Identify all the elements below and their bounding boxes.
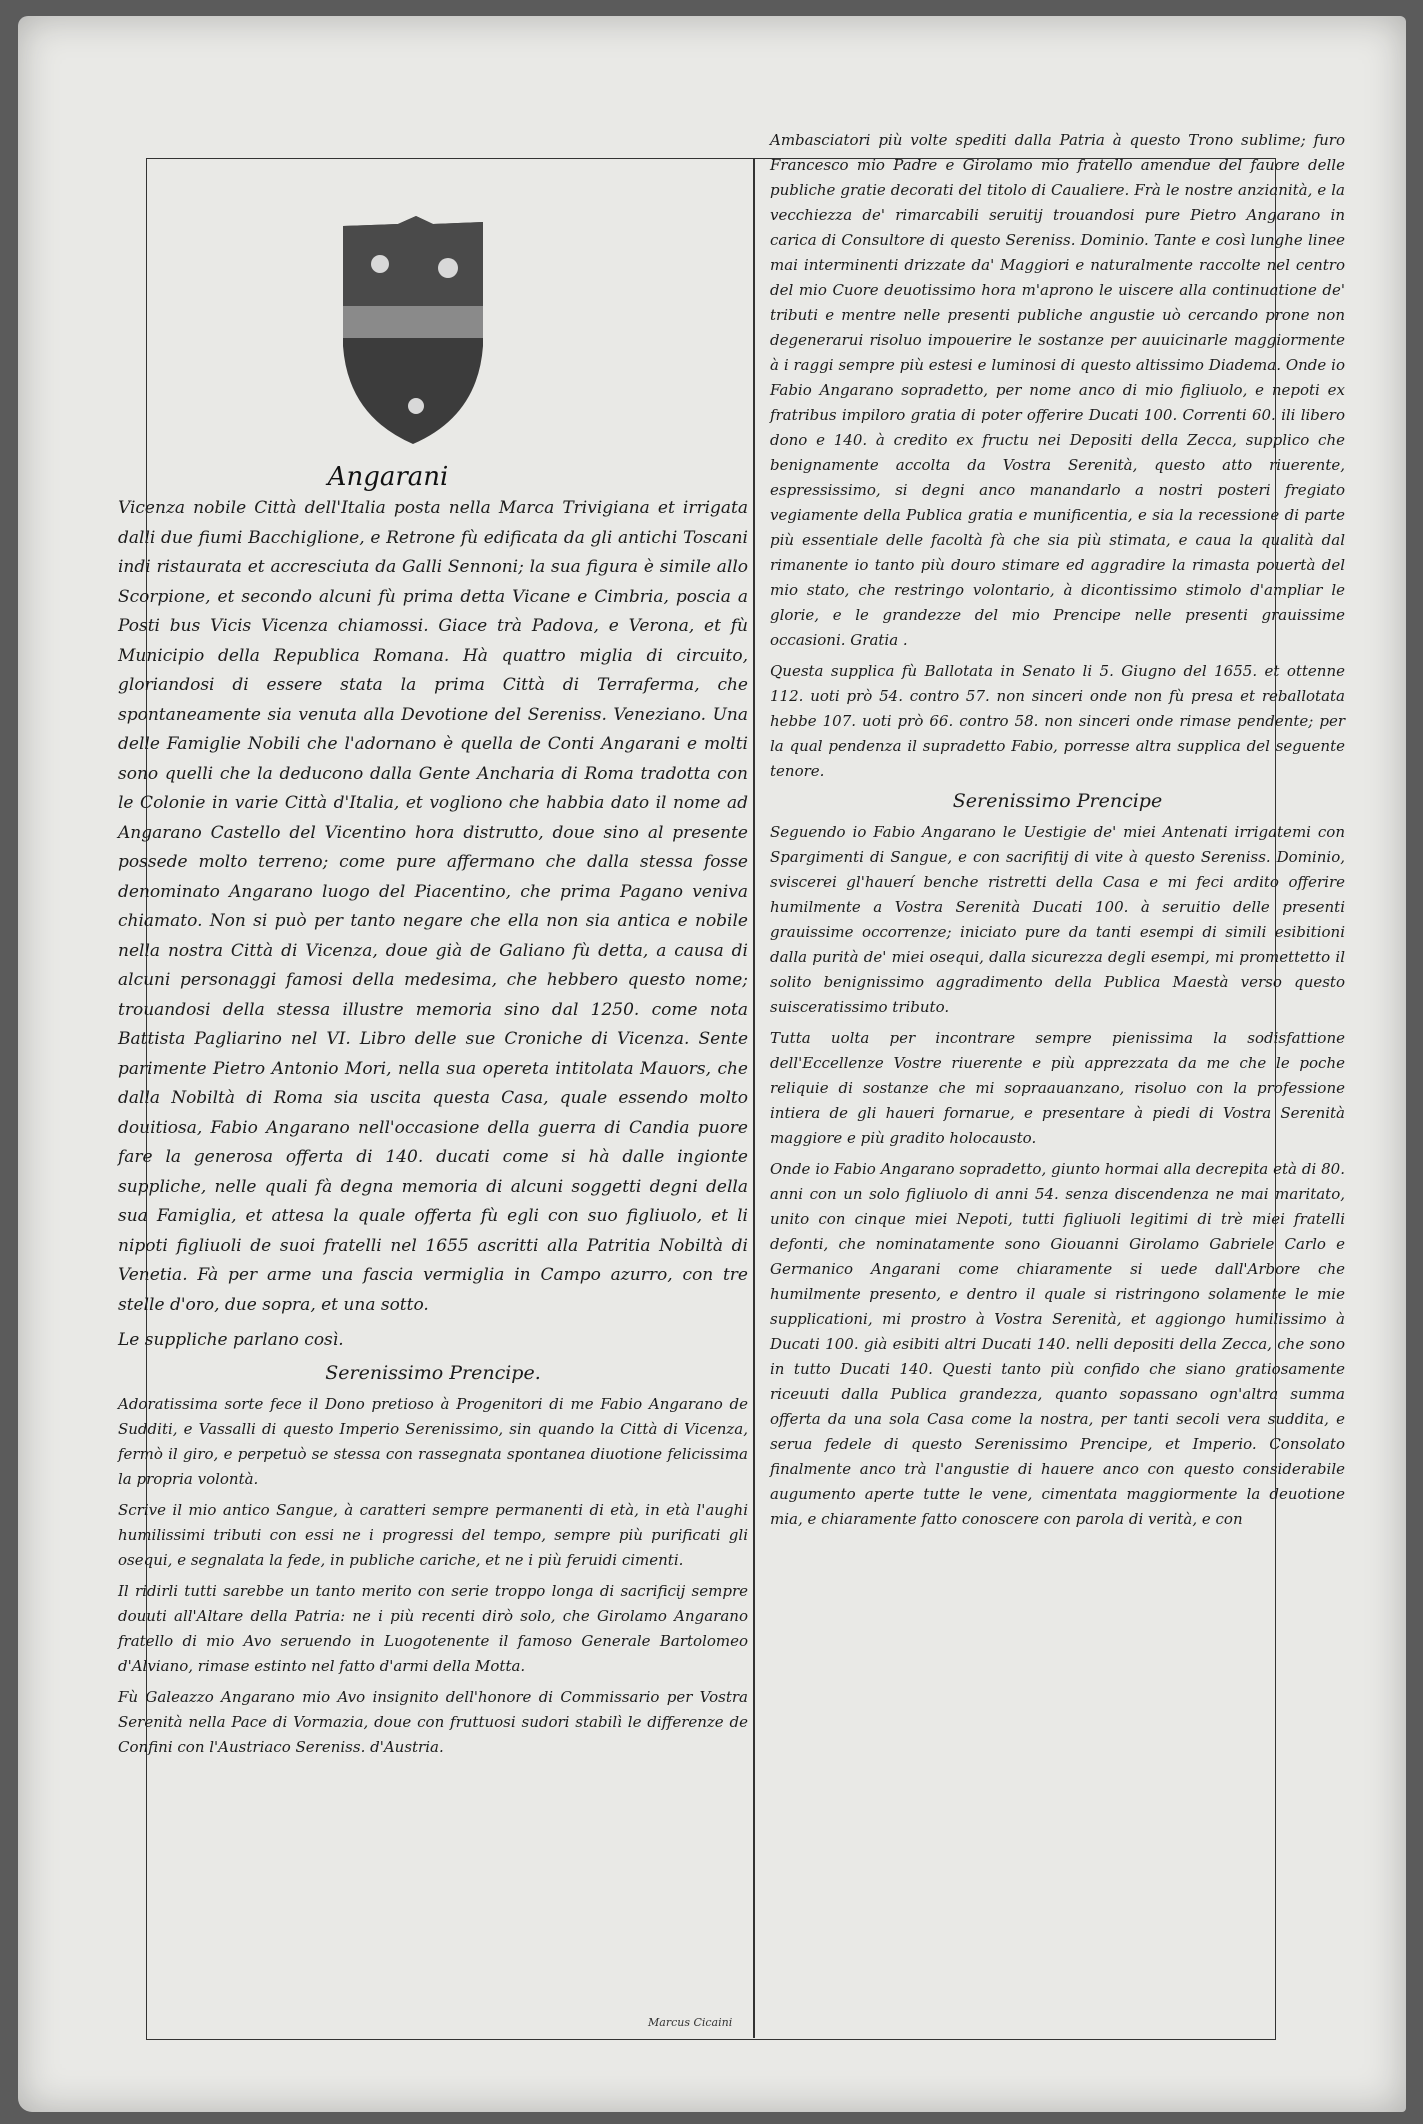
intro-paragraph: Vicenza nobile Città dell'Italia posta nella Marca Trivigiana et irrigata dalli due fiumi Bacchiglione, e Retrone fù edificata da gli antichi Toscani indi ristaurata et accresciuta da Galli Sennoni; la sua figura è simile allo Scorpione, et secondo alcuni fù prima detta Vicane e Cimbria, poscia a Posti bus Vicis Vicenza chiamossi. Giace trà Padova, e Verona, et fù Municipio della Republica Romana. Hà quattro miglia di circuito, gloriandosi di essere stata la prima Città di Terraferma, che spontaneamente sia venuta alla Devotione del Sereniss. Veneziano. Una delle Famiglie Nobili che l'adornano è quella de Conti Angarani e molti sono quelli che la deducono dalla Gente Ancharia di Roma tradotta con le Colonie in varie Città d'Italia, et vogliono che habbia dato il nome ad Angarano Castello del Vicentino hora distrutto, doue sino al presente possede molto terreno; come pure affermano che dalla stessa fosse denominato Angarano luogo del Piacentino, che prima Pagano veniva chiamato. Non si può per tanto negare che ella non sia antica e nobile nella nostra Città di Vicenza, doue già de Galiano fù detta, a causa di alcuni personaggi famosi della medesima, che hebbero questo nome; trouandosi della stessa illustre memoria sino dal 1250. come nota Battista Pagliarino nel VI. Libro delle sue Croniche di Vicenza. Sente parimente Pietro Antonio Mori, nella sua opereta intitolata Mauors, che dalla Nobiltà di Roma sia uscita questa Casa, quale essendo molto douitiosa, Fabio Angarano nell'occasione della guerra di Candia puore fare la generosa offerta di 140. ducati come si hà dalle ingionte suppliche, nelle quali fà degna memoria di alcuni soggetti degni della sua Famiglia, et attesa la quale offerta fù egli con suo figliuolo, et li nipoti figliuoli de suoi fratelli nel 1655 ascritti alla Patritia Nobiltà di Venetia. Fà per arme una fascia vermiglia in Campo azurro, con tre stelle d'oro, due sopra, et una sotto. xyxy=(118,498,748,1315)
ballot-note: Questa supplica fù Ballotata in Senato li 5. Giugno del 1655. et ottenne 112. uoti prò 54. contro 57. non sinceri onde non fù presa et reballotata hebbe 107. uoti prò 66. contro 58. non sinceri onde rimase pendente; per la qual pendenza il supradetto Fabio, porresse altra supplica del seguente tenore. xyxy=(770,662,1345,780)
suppliche-intro: Le suppliche parlano così. xyxy=(118,1330,344,1350)
supplica-paragraph: Scrive il mio antico Sangue, à caratteri sempre permanenti di età, in età l'aughi humilissimi tributi con essi ne i progressi del tempo, sempre più purificati gli osequi, e segnalata la fede, in publiche cariche, et ne i più feruidi cimenti. xyxy=(118,1500,748,1569)
supplica-paragraph: Tutta uolta per incontrare sempre pienissima la sodisfattione dell'Eccellenze Vostre riuerente e più apprezzata da me che le poche reliquie di sostanze che mi sopraauanzano, risoluo con la professione intiera de gli haueri fornarue, e presentare à piedi di Vostra Serenità maggiore e più gradito holocausto. xyxy=(770,1029,1345,1147)
family-title: Angarani xyxy=(327,462,449,492)
right-column xyxy=(770,128,1345,1538)
shield-icon xyxy=(338,216,488,446)
supplica-paragraph: Fù Galeazzo Angarano mio Avo insignito dell'honore di Commissario per Vostra Serenità nella Pace di Vormazia, doue con fruttuosi sudori stabilì le differenze de Confini con l'Austriaco Sereniss. d'Austria. xyxy=(118,1687,748,1756)
right-paragraph: Ambasciatori più volte spediti dalla Patria à questo Trono sublime; furo Francesco mio Padre e Girolamo mio fratello amendue del fauore delle publiche gratie decorati del titolo di Caualiere. Frà le nostre anzianità, e la vecchiezza de' rimarcabili seruitij trouandosi pure Pietro Angarano in carica di Consultore di questo Sereniss. Dominio. Tante e così lunghe linee mai interminenti drizzate da' Maggiori e naturalmente raccolte nel centro del mio Cuore deuotissimo hora m'aprono le uiscere alla continuatione de' tributi e mentre nelle presenti publiche angustie uò cercando prone non degenerarui risoluo impouerire le sostanze per auuicinarle maggiormente à i raggi sempre più estesi e luminosi di questo altissimo Diadema. Onde io Fabio Angarano sopradetto, per nome anco di mio figliuolo, e nepoti ex fratribus impiloro gratia di poter offerire Ducati 100. Correnti 60. ili libero dono e 140. à credito ex fructu nei Depositi della Zecca, supplico che benignamente accolta da Vostra Serenità, questo atto riuerente, espressissimo, si degni anco manandarlo a nostri posteri fregiato vegiamente della Publica gratia e munificentia, e sia la recessione di parte più essentiale delle facoltà fà che sia più stimata, e caua la qualità dal rimanente io tanto più douro stimare ed aggradire la rimasta pouertà del mio stato, che restringo volontario, à dicontissimo stimolo d'ampliar le glorie, e le grandezze del mio Prencipe nelle presenti grauissime occasioni. Gratia . xyxy=(770,131,1345,649)
manuscript-page xyxy=(18,16,1406,2112)
supplica-paragraph: Onde io Fabio Angarano sopradetto, giunto hormai alla decrepita età di 80. anni con un solo figliuolo di anni 54. senza discendenza ne mai maritato, unito con cinque miei Nepoti, tutti figliuoli legitimi di trè miei fratelli defonti, che nominatamente sono Giouanni Girolamo Gabriele Carlo e Germanico Angarani come chiaramente si uede dall'Arbore che humilmente presento, e dentro il quale si ristringono solamente le mie supplicationi, mi prostro à Vostra Serenità, et aggiongo humilissimo à Ducati 100. già esibiti altri Ducati 140. nelli depositi della Zecca, che sono in tutto Ducati 140. Questi tanto più confido che siano gratiosamente riceuuti dalla Publica grandezza, quanto sopassano ogn'altra summa offerta da una sola Casa come la nostra, per tanti secoli vera suddita, e serua fedele di questo Serenissimo Prencipe, et Imperio. Consolato finalmente anco trà l'angustie di hauere anco con questo considerabile augumento aperte tutte le vene, cimentata maggiormente la deuotione mia, e chiaramente fatto conoscere con parola di verità, e con xyxy=(770,1160,1345,1528)
supplica-paragraph: Seguendo io Fabio Angarano le Uestigie de' miei Antenati irrigatemi con Spargimenti di Sangue, e con sacrifitij di vite à questo Sereniss. Dominio, sviscerei gl'hauerí benche ristretti della Casa e mi feci ardito offerire humilmente a Vostra Serenità Ducati 100. à seruitio delle presenti grauissime occorrenze; iniciato pure da tanti esempi di simili esibitioni dalla purità de' miei osequi, dalla sicurezza degli esempi, mi promettetto il solito benignissimo aggradimento della Publica Maestà verso questo suisceratissimo tributo. xyxy=(770,823,1345,1016)
supplica-heading: Serenissimo Prencipe. xyxy=(325,1361,541,1384)
left-column xyxy=(118,494,748,1766)
catchword-note: Marcus Cicaini xyxy=(648,2016,733,2029)
column-divider xyxy=(753,158,755,2038)
supplica-paragraph: Adoratissima sorte fece il Dono pretioso à Progenitori di me Fabio Angarano de Sudditi, e Vassalli di questo Imperio Serenissimo, sin quando la Città di Vicenza, fermò il giro, e perpetuò se stessa con rassegnata spontanea diuotione felicissima la propria volontà. xyxy=(118,1394,748,1488)
coat-of-arms-shield-icon xyxy=(338,216,488,446)
supplica-paragraph: Il ridirli tutti sarebbe un tanto merito con serie troppo longa di sacrificij sempre douuti all'Altare della Patria: ne i più recenti dirò solo, che Girolamo Angarano fratello di mio Avo seruendo in Luogotenente il famoso Generale Bartolomeo d'Alviano, rimase estinto nel fatto d'armi della Motta. xyxy=(118,1581,748,1675)
supplica-heading-2: Serenissimo Prencipe xyxy=(952,790,1163,812)
